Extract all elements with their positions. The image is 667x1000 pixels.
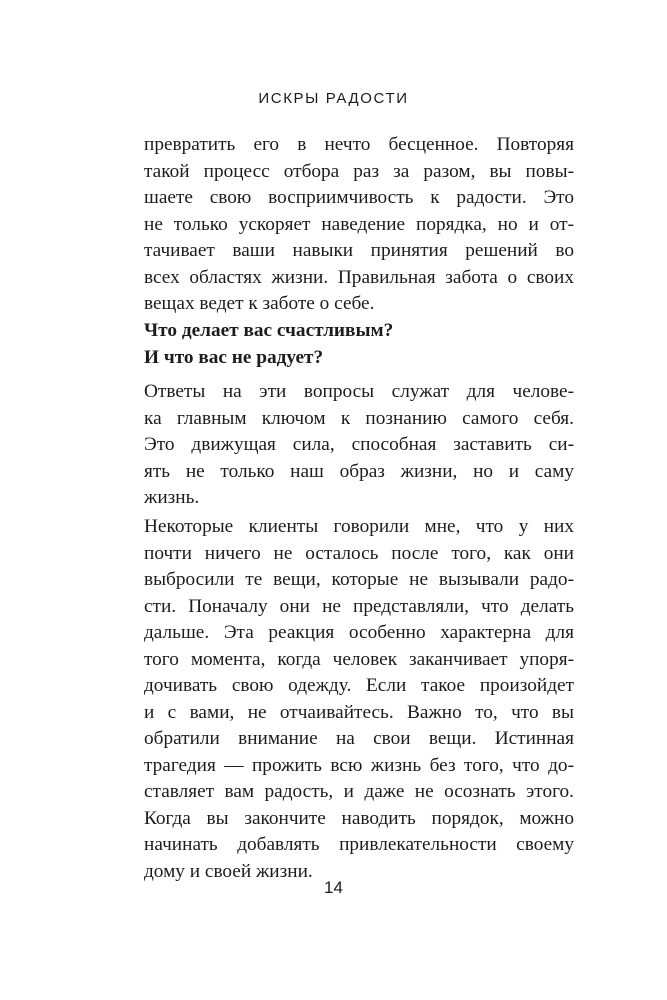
section-subheading <box>144 318 574 371</box>
paragraph-line: ять не только наш образ жизни, но и саму <box>144 460 574 482</box>
paragraph-line: ставляет вам радость, и даже не осознать этого. <box>144 781 574 802</box>
paragraph-line: начинать добавлять привлекательности своему <box>144 834 574 855</box>
paragraph-3 <box>144 514 574 885</box>
paragraph-line: дому и своей жизни. <box>144 860 313 882</box>
paragraph-line: обратили внимание на свои вещи. Истинная <box>144 728 574 749</box>
paragraph-line: ка главным ключом к познанию самого себя. <box>144 407 574 429</box>
page-number: 14 <box>324 878 343 897</box>
paragraph-line: того момента, когда человек заканчивает упоря- <box>144 648 574 670</box>
paragraph-2 <box>144 379 574 512</box>
paragraph-line: не только ускоряет наведение порядка, но и от- <box>144 213 574 235</box>
paragraph-line: Ответы на эти вопросы служат для челове- <box>144 381 574 402</box>
running-head: ИСКРЫ РАДОСТИ <box>258 90 409 107</box>
paragraph-line: и с вами, не отчаивайтесь. Важно то, что вы <box>144 701 574 723</box>
paragraph-line: тачивает ваши навыки принятия решений во <box>144 240 574 261</box>
paragraph-line: превратить его в нечто бесценное. Повторяя <box>144 134 574 155</box>
paragraph-1 <box>144 132 574 318</box>
paragraph-line: выбросили те вещи, которые не вызывали радо- <box>144 569 574 590</box>
paragraph-line: Это движущая сила, способная заставить си- <box>144 434 574 455</box>
paragraph-line: такой процесс отбора раз за разом, вы повы- <box>144 160 574 182</box>
paragraph-line: вещах ведет к заботе о себе. <box>144 293 375 314</box>
subheading-line: И что вас не радует? <box>144 346 324 368</box>
paragraph-line: дочивать свою одежду. Если такое произойдет <box>144 675 574 696</box>
paragraph-line: сти. Поначалу они не представляли, что делать <box>144 595 574 617</box>
paragraph-line: жизнь. <box>144 487 200 508</box>
paragraph-line: Некоторые клиенты говорили мне, что у них <box>144 516 574 537</box>
paragraph-line: дальше. Эта реакция особенно характерна для <box>144 622 574 643</box>
paragraph-line: трагедия — прожить всю жизнь без того, что до- <box>144 754 574 776</box>
paragraph-line: всех областях жизни. Правильная забота о своих <box>144 266 574 288</box>
paragraph-line: почти ничего не осталось после того, как они <box>144 542 574 564</box>
paragraph-line: Когда вы закончите наводить порядок, можно <box>144 807 574 829</box>
paragraph-line: шаете свою восприимчивость к радости. Это <box>144 187 574 208</box>
subheading-line: Что делает вас счастливым? <box>144 320 394 341</box>
